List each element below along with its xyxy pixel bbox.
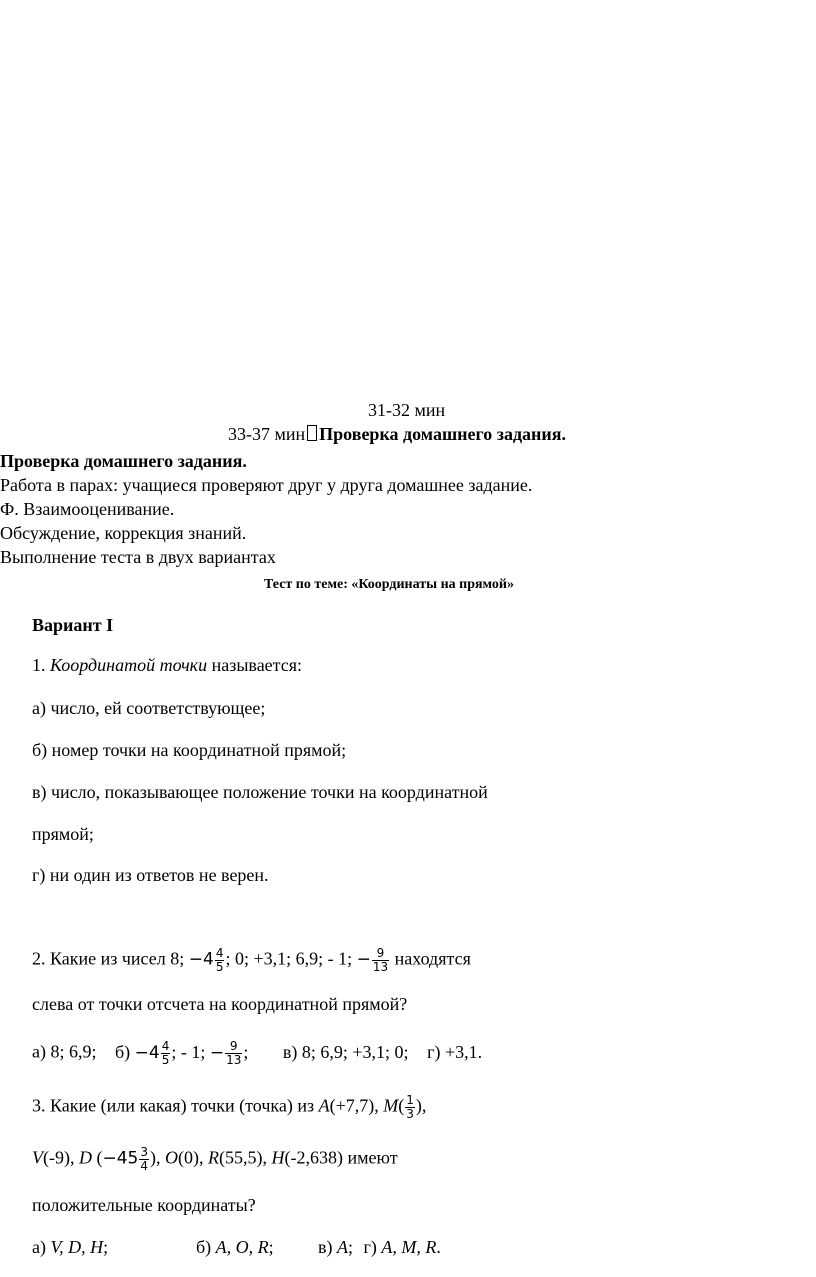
option-text: ; - 1; — [171, 1041, 210, 1062]
q2-question-cont: слева от точки отсчета на координатной прямой? — [32, 994, 408, 1014]
q1-rest: называется: — [207, 655, 303, 675]
mixed-number: −4 — [134, 1042, 160, 1063]
option-end: ; — [268, 1237, 274, 1257]
option-letter: б) — [196, 1237, 216, 1257]
q3-option-b — [196, 1236, 274, 1258]
minus: − — [209, 1042, 225, 1063]
q3-question-end: положительные координаты? — [32, 1195, 256, 1215]
section-heading: Проверка домашнего задания. — [319, 424, 567, 444]
fraction-denominator: 5 — [161, 1053, 170, 1067]
q3-fraction — [405, 1094, 415, 1121]
q3-text-3: ( — [398, 1095, 405, 1116]
fraction-numerator: 1 — [406, 1093, 414, 1107]
option-points: A — [337, 1237, 348, 1257]
fraction-denominator: 5 — [215, 960, 224, 974]
q2-option-b — [115, 1039, 249, 1067]
q1-option-a: а) число, ей соответствующее; — [32, 698, 266, 718]
time-heading-row — [228, 423, 566, 445]
point-h: H — [271, 1147, 285, 1168]
point-v: V — [32, 1147, 43, 1168]
q2-fraction-2 — [372, 947, 389, 974]
q1-option-b: б) номер точки на координатной прямой; — [32, 740, 347, 760]
intro-line-discussion: Обсуждение, коррекция знаний. — [0, 523, 247, 543]
fraction-numerator: 3 — [140, 1145, 149, 1159]
q2-option-b-fraction-1 — [161, 1040, 171, 1067]
q2-options — [32, 1040, 482, 1067]
option-end: . — [436, 1237, 441, 1257]
q2-text-1: 2. Какие из чисел 8; — [32, 948, 189, 969]
intro-line-test: Выполнение теста в двух вариантах — [0, 547, 276, 567]
q2-option-c: в) 8; 6,9; +3,1; 0; — [282, 1041, 409, 1062]
option-letter: а) — [32, 1237, 51, 1257]
option-points: V, D, H — [50, 1237, 104, 1257]
intro-line-pairs: Работа в парах: учащиеся проверяют друг у друга домашнее задание. — [0, 475, 533, 495]
intro-heading: Проверка домашнего задания. — [0, 451, 247, 471]
q2-text-2: ; 0; +3,1; 6,9; - 1; — [225, 948, 357, 969]
time-label-2: 33-37 мин — [228, 424, 306, 444]
q3-l2d: (0), — [178, 1147, 209, 1168]
option-end: ; — [103, 1237, 109, 1257]
q2-minus: − — [356, 949, 371, 970]
q2-option-a: а) 8; 6,9; — [32, 1041, 97, 1062]
q2-mixed-number: −4 — [188, 949, 214, 970]
point-m: M — [383, 1095, 399, 1116]
fraction-denominator: 13 — [226, 1053, 242, 1067]
fraction-numerator: 9 — [225, 1040, 242, 1054]
q1-question — [32, 654, 302, 676]
missing-glyph-icon — [307, 425, 317, 441]
fraction-numerator: 4 — [215, 946, 224, 960]
q1-number: 1. — [32, 655, 50, 675]
q3-d-fraction — [139, 1146, 149, 1173]
q2-option-d: г) +3,1. — [427, 1041, 483, 1062]
q3-l2b: ( — [91, 1147, 103, 1168]
q3-option-c-d — [318, 1236, 441, 1258]
intro-line-assessment: Ф. Взаимооценивание. — [0, 499, 175, 519]
fraction-denominator: 3 — [406, 1107, 414, 1121]
q3-l2e: (55,5), — [219, 1147, 272, 1168]
fraction-denominator: 4 — [140, 1159, 149, 1173]
q2-option-b-fraction-2 — [225, 1040, 242, 1067]
option-points: A, O, R — [215, 1237, 269, 1257]
option-letter: г) — [363, 1237, 382, 1257]
option-points: A, M, R — [381, 1237, 437, 1257]
option-end: ; — [348, 1237, 354, 1257]
q2-question — [32, 947, 471, 974]
point-o: O — [165, 1147, 179, 1168]
mixed-number: −45 — [102, 1148, 139, 1169]
q3-option-a — [32, 1237, 108, 1257]
q1-option-d: г) ни один из ответов не верен. — [32, 865, 269, 885]
q1-term: Координатой точки — [50, 655, 208, 675]
option-letter: б) — [115, 1041, 135, 1062]
q1-option-c: в) число, показывающее положение точки на координатной — [32, 782, 488, 802]
q2-text-3: находятся — [390, 948, 471, 969]
q3-l2c: ), — [150, 1147, 166, 1168]
option-end: ; — [243, 1041, 249, 1062]
option-letter: в) — [318, 1237, 337, 1257]
time-label-1: 31-32 мин — [368, 400, 446, 420]
point-r: R — [208, 1147, 220, 1168]
q3-l2a: (-9), — [43, 1147, 79, 1168]
q3-text-4: ), — [415, 1095, 427, 1116]
point-a: A — [318, 1095, 330, 1116]
fraction-denominator: 13 — [372, 960, 389, 974]
q3-text-2: (+7,7), — [329, 1095, 384, 1116]
q1-option-c-cont: прямой; — [32, 824, 94, 844]
fraction-numerator: 9 — [372, 947, 389, 961]
point-d: D — [78, 1147, 92, 1168]
q3-question — [32, 1094, 426, 1121]
fraction-numerator: 4 — [161, 1039, 170, 1053]
q3-text-1: 3. Какие (или какая) точки (точка) из — [32, 1095, 319, 1116]
q3-l2f: (-2,638) имеют — [284, 1147, 398, 1168]
variant-heading: Вариант I — [32, 615, 114, 635]
q3-question-cont — [32, 1146, 398, 1173]
q2-fraction-1 — [215, 947, 225, 974]
q3-options — [32, 1236, 108, 1258]
test-title: Тест по теме: «Координаты на прямой» — [264, 577, 514, 592]
